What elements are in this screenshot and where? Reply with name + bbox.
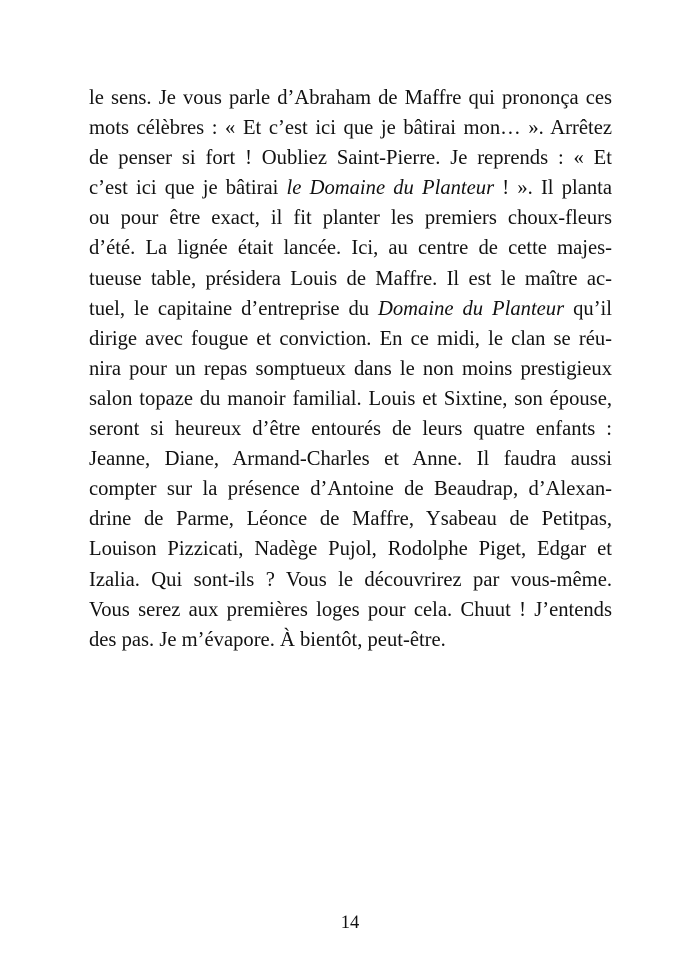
text-line (89, 444, 612, 474)
text-segment: salon topaze du manoir familial. Louis et Sixtine, son épouse, (89, 387, 612, 410)
italic-title-text: Domaine du Planteur (378, 297, 565, 320)
text-segment: d’été. La lignée était lancée. Ici, au centre de cette majes- (89, 237, 612, 260)
text-line (89, 173, 612, 203)
page-number: 14 (340, 913, 360, 933)
text-line (89, 113, 612, 143)
italic-title-text: le Domaine du Planteur (286, 177, 495, 200)
text-segment: tueuse table, présidera Louis de Maffre. Il est le maître ac- (89, 267, 612, 290)
text-segment: dirige avec fougue et conviction. En ce midi, le clan se réu- (89, 327, 612, 350)
text-segment: le sens. Je vous parle d’Abraham de Maffre qui prononça ces (89, 87, 612, 109)
text-line (89, 264, 612, 294)
text-line (89, 233, 612, 263)
text-line (89, 595, 612, 625)
text-line (89, 384, 612, 414)
text-line (89, 565, 612, 595)
text-line (89, 534, 612, 564)
text-line (89, 354, 612, 384)
text-segment: drine de Parme, Léonce de Maffre, Ysabeau de Petitpas, (89, 508, 612, 531)
text-line (89, 625, 612, 655)
text-segment: de penser si fort ! Oubliez Saint-Pierre. Je reprends : « Et (89, 147, 612, 170)
text-segment: nira pour un repas somptueux dans le non moins prestigieux (89, 357, 612, 380)
text-segment: qu’il (564, 297, 612, 320)
text-segment: Jeanne, Diane, Armand-Charles et Anne. Il faudra aussi (89, 448, 612, 471)
text-segment: mots célèbres : « Et c’est ici que je bâtirai mon… ». Arrêtez (89, 117, 612, 140)
text-segment: ou pour être exact, il fit planter les premiers choux-fleurs (89, 207, 612, 230)
text-segment: des pas. Je m’évapore. À bientôt, peut-être. (89, 628, 446, 651)
text-segment: Louison Pizzicati, Nadège Pujol, Rodolphe Piget, Edgar et (89, 538, 612, 561)
text-segment: c’est ici que je bâtirai (89, 177, 287, 200)
text-line (89, 474, 612, 504)
text-line (89, 294, 612, 324)
text-segment: seront si heureux d’être entourés de leurs quatre enfants : (89, 418, 612, 441)
text-line (89, 504, 612, 534)
text-line (89, 203, 612, 233)
text-segment: Vous serez aux premières loges pour cela. Chuut ! J’entends (89, 598, 612, 621)
text-segment: ! ». Il planta (494, 177, 613, 200)
text-segment: tuel, le capitaine d’entreprise du (89, 297, 379, 320)
text-line (89, 324, 612, 354)
text-line (89, 414, 612, 444)
text-line (89, 143, 612, 173)
text-line (89, 83, 612, 113)
text-segment: Izalia. Qui sont-ils ? Vous le découvrirez par vous-même. (89, 568, 612, 591)
text-segment: compter sur la présence d’Antoine de Beaudrap, d’Alexan- (89, 478, 612, 501)
body-paragraph (89, 83, 612, 655)
